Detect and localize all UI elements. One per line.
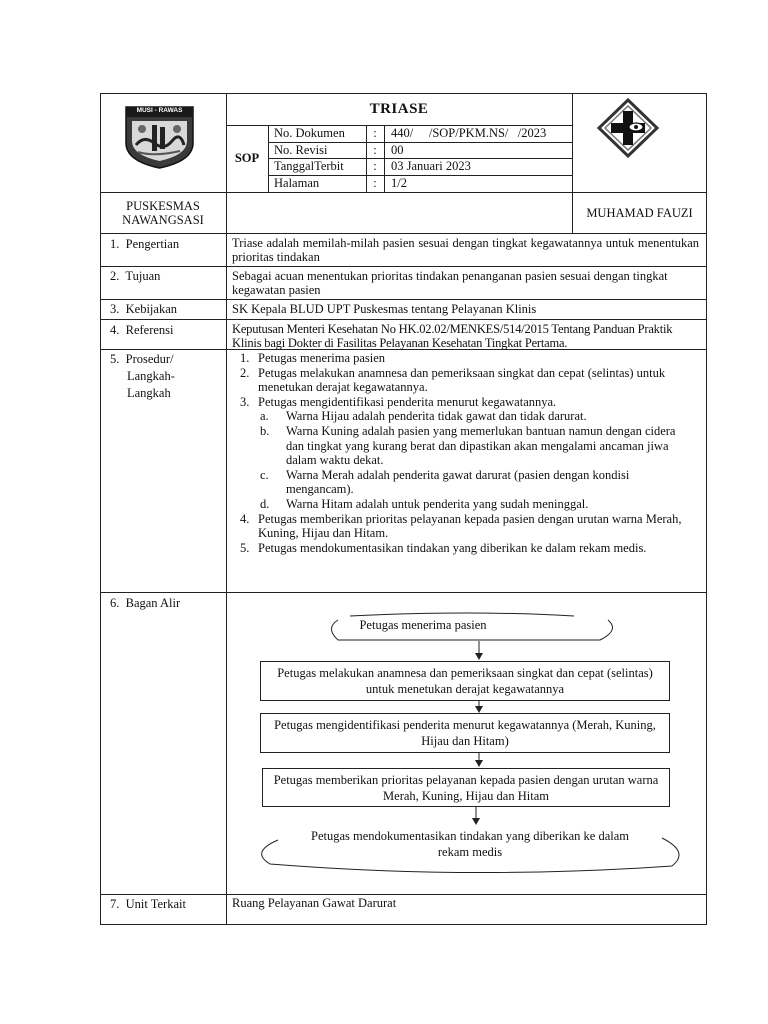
section-label-pengertian: 1. Pengertian bbox=[110, 237, 180, 251]
org-name: NAWANGSASI bbox=[122, 213, 204, 227]
section-text-unit-terkait: Ruang Pelayanan Gawat Darurat bbox=[232, 896, 397, 910]
step-text: Petugas mengidentifikasi penderita menurut kegawatannya. bbox=[258, 394, 557, 409]
step-number: 2. bbox=[240, 365, 250, 380]
org-name: PUSKESMAS bbox=[126, 199, 200, 213]
step-text: Warna Hijau adalah penderita tidak gawat dan tidak darurat. bbox=[286, 409, 587, 424]
step-number: d. bbox=[260, 496, 270, 511]
signer-name: MUHAMAD FAUZI bbox=[586, 206, 693, 220]
step-number: 5. bbox=[240, 540, 250, 555]
section-label-bagan-alir: 6. Bagan Alir bbox=[110, 596, 181, 610]
step-text: Warna Merah adalah penderita gawat darurat (pasien dengan kondisi mengancam). bbox=[286, 467, 630, 497]
meta-separator: : bbox=[373, 159, 377, 173]
document-title: TRIASE bbox=[369, 101, 429, 117]
meta-value: 1/2 bbox=[391, 176, 407, 190]
flow-arrowhead bbox=[475, 653, 483, 660]
step-number: b. bbox=[260, 423, 270, 438]
meta-label: Halaman bbox=[274, 176, 320, 190]
step-number: 4. bbox=[240, 511, 250, 526]
meta-value: 00 bbox=[391, 143, 404, 157]
section-label-unit-terkait: 7. Unit Terkait bbox=[110, 897, 186, 911]
logo-caption: MUSI - RAWAS bbox=[136, 107, 183, 114]
section-label-prosedur: Langkah bbox=[127, 386, 171, 400]
flow-step: Petugas melakukan anamnesa dan pemeriksaan singkat dan cepat (selintas) untuk menetukan derajat kegawatannya bbox=[260, 661, 670, 701]
flow-arrowhead bbox=[472, 818, 480, 825]
meta-label: No. Dokumen bbox=[274, 126, 345, 140]
flow-start-terminal-top bbox=[350, 613, 574, 616]
section-label-prosedur: Langkah- bbox=[127, 369, 175, 383]
step-text: Warna Kuning adalah pasien yang memerlukan bantuan namun dengan cidera dan tingkat yang kurang berat dan dipastikan akan mengalami ancaman jiwa dalam waktu dekat. bbox=[286, 423, 676, 468]
step-text: Petugas mendokumentasikan tindakan yang diberikan ke dalam rekam medis. bbox=[258, 540, 647, 555]
step-number: 3. bbox=[240, 394, 250, 409]
step-text: Petugas melakukan anamnesa dan pemeriksaan singkat dan cepat (selintas) untuk menetukan derajat kegawatannya. bbox=[258, 365, 666, 395]
sop-label: SOP bbox=[234, 151, 260, 165]
meta-value: 440/ /SOP/PKM.NS/ /2023 bbox=[391, 126, 547, 140]
section-text-kebijakan: SK Kepala BLUD UPT Puskesmas tentang Pelayanan Klinis bbox=[232, 302, 537, 316]
meta-separator: : bbox=[373, 126, 377, 140]
meta-separator: : bbox=[373, 143, 377, 157]
flow-step: Petugas mengidentifikasi penderita menurut kegawatannya (Merah, Kuning, Hijau dan Hitam) bbox=[260, 713, 670, 753]
flow-arrowhead bbox=[475, 706, 483, 713]
step-text: Warna Hitam adalah untuk penderita yang sudah meninggal. bbox=[286, 496, 589, 511]
meta-value: 03 Januari 2023 bbox=[391, 159, 471, 173]
section-label-referensi: 4. Referensi bbox=[110, 323, 174, 337]
section-label-prosedur: 5. Prosedur/ bbox=[110, 352, 174, 366]
flow-step: Petugas memberikan prioritas pelayanan kepada pasien dengan urutan warna Merah, Kuning, Hijau dan Hitam bbox=[262, 768, 670, 807]
section-text-tujuan: Sebagai acuan menentukan prioritas tindakan penanganan pasien sesuai dengan tingkat kegawatan pasien bbox=[232, 269, 668, 297]
section-text-pengertian: Triase adalah memilah-milah pasien sesuai dengan tingkat kegawatannya untuk menentukan prioritas tindakan bbox=[232, 236, 699, 264]
step-text: Petugas memberikan prioritas pelayanan kepada pasien dengan urutan warna Merah, Kuning, Hijau dan Hitam. bbox=[258, 511, 682, 541]
flow-step-start: Petugas menerima pasien bbox=[359, 618, 487, 632]
step-text: Petugas menerima pasien bbox=[258, 351, 386, 365]
step-number: a. bbox=[260, 409, 269, 424]
step-number: c. bbox=[260, 467, 269, 482]
section-text-referensi: Keputusan Menteri Kesehatan No HK.02.02/MENKES/514/2015 Tentang Panduan Praktik Klinis bagi Dokter di Fasilitas Pelayanan Kesehatan Tingkat Pertama. bbox=[232, 322, 673, 350]
meta-separator: : bbox=[373, 176, 377, 190]
step-number: 1. bbox=[240, 351, 250, 365]
flow-arrowhead bbox=[475, 760, 483, 767]
meta-label: TanggalTerbit bbox=[274, 159, 344, 173]
meta-label: No. Revisi bbox=[274, 143, 328, 157]
section-label-kebijakan: 3. Kebijakan bbox=[110, 302, 177, 316]
section-label-tujuan: 2. Tujuan bbox=[110, 269, 161, 283]
flow-step-end: Petugas mendokumentasikan tindakan yang diberikan ke dalam rekam medis bbox=[311, 829, 629, 859]
